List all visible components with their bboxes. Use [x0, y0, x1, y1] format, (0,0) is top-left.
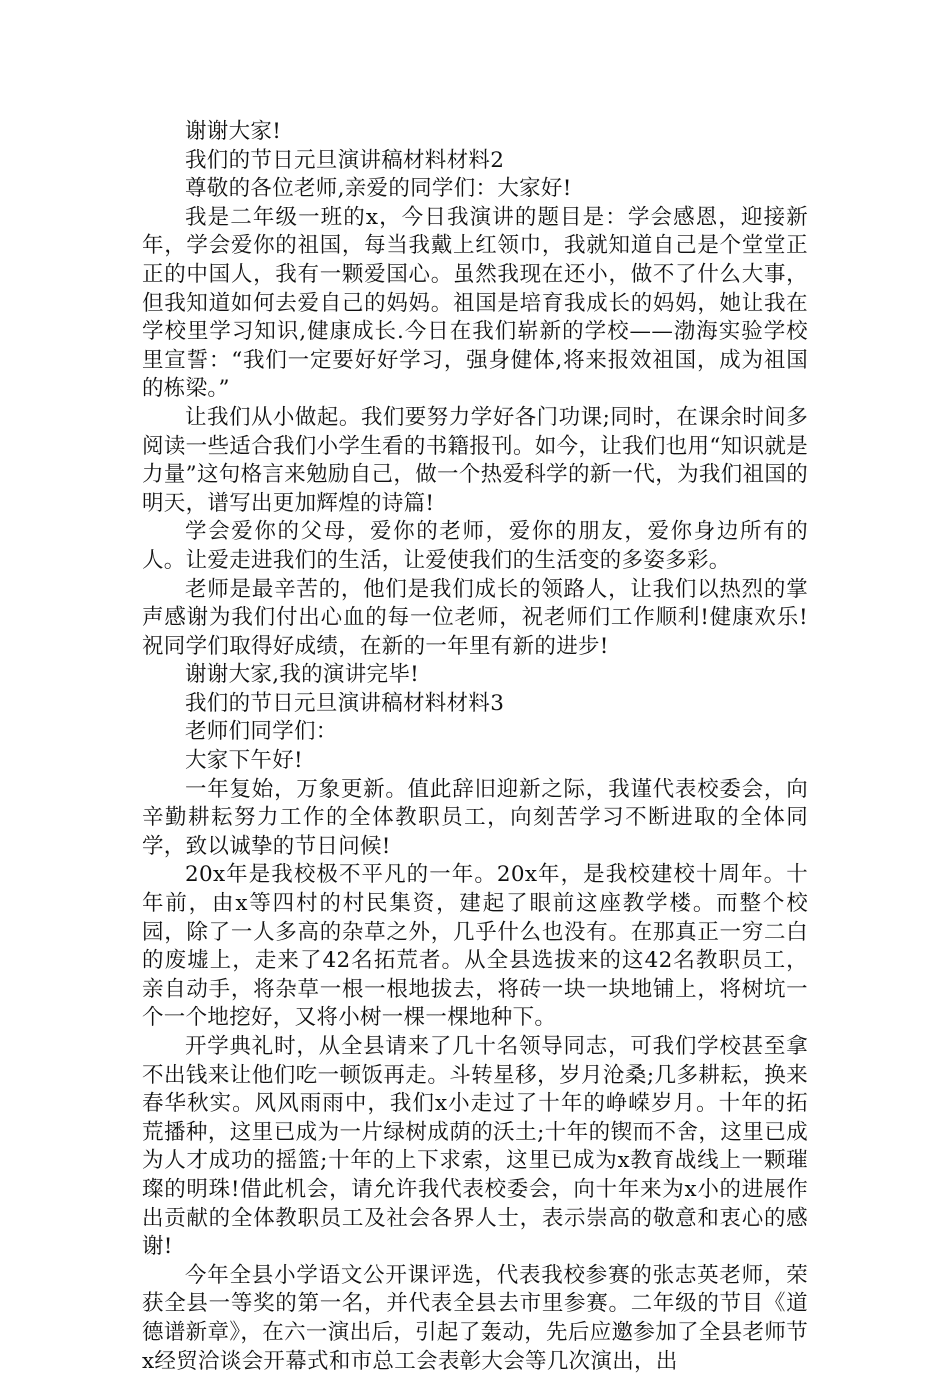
salutation-paragraph: 老师们同学们：: [185, 719, 338, 745]
body-paragraph: 老师是最辛苦的，他们是我们成长的领路人，让我们以热烈的掌声感谢为我们付出心血的每一位老师，祝老师们工作顺利!健康欢乐!祝同学们取得好成绩，在新的一年里有新的进步!: [142, 576, 808, 659]
body-paragraph: 让我们从小做起。我们要努力学好各门功课;同时，在课余时间多阅读一些适合我们小学生看的书籍报刊。如今，让我们也用“知识就是力量”这句格言来勉励自己，做一个热爱科学的新一代，为我们祖国的明天，谱写出更加辉煌的诗篇!: [142, 404, 808, 516]
document-page: [142, 118, 808, 1376]
body-paragraph: 20x年是我校极不平凡的一年。20x年，是我校建校十周年。十年前，由x等四村的村民集资，建起了眼前这座教学楼。而整个校园，除了一人多高的杂草之外，几乎什么也没有。在那真正一穷二白的废墟上，走来了42名拓荒者。从全县选拔来的这42名教职员工，亲自动手，将杂草一根一根地拔去，将砖一块一块地铺上，将树坑一个一个地挖好，又将小树一棵一棵地种下。: [142, 862, 808, 1031]
greeting-paragraph: 尊敬的各位老师,亲爱的同学们：大家好!: [185, 176, 572, 202]
paragraph-thanks: 谢谢大家!: [185, 119, 282, 144]
body-paragraph: 我是二年级一班的x，今日我演讲的题目是：学会感恩，迎接新年，学会爱你的祖国，每当我戴上红领巾，我就知道自己是个堂堂正正的中国人，我有一颗爱国心。虽然我现在还小，做不了什么大事，但我知道如何去爱自己的妈妈。祖国是培育我成长的妈妈，她让我在学校里学习知识,健康成长.今日在我们崭新的学校——渤海实验学校里宣誓：“我们一定要好好学习，强身健体,将来报效祖国，成为祖国的栋梁。”: [142, 204, 808, 402]
body-paragraph: 开学典礼时，从全县请来了几十名领导同志，可我们学校甚至拿不出钱来让他们吃一顿饭再走。斗转星移，岁月沧桑;几多耕耘，换来春华秋实。风风雨雨中，我们x小走过了十年的峥嵘岁月。十年的拓荒播种，这里已成为一片绿树成荫的沃土;十年的锲而不舍，这里已成为人才成功的摇篮;十年的上下求索，这里已成为x教育战线上一颗璀璨的明珠!借此机会，请允许我代表校委会，向十年来为x小的进展作出贡献的全体教职员工及社会各界人士，表示崇高的敬意和衷心的感谢!: [142, 1034, 808, 1260]
greeting-paragraph: 大家下午好!: [185, 748, 303, 774]
body-paragraph: 一年复始，万象更新。值此辞旧迎新之际，我谨代表校委会，向辛勤耕耘努力工作的全体教职员工，向刻苦学习不断进取的全体同学，致以诚挚的节日问候!: [142, 776, 808, 859]
body-paragraph: 今年全县小学语文公开课评选，代表我校参赛的张志英老师，荣获全县一等奖的第一名，并代表全县去市里参赛。二年级的节目《道德谱新章》，在六一演出后，引起了轰动，先后应邀参加了全县老师节x经贸洽谈会开幕式和市总工会表彰大会等几次演出，出: [142, 1262, 808, 1374]
section-title-2: 我们的节日元旦演讲稿材料材料2: [185, 147, 505, 173]
closing-paragraph: 谢谢大家,我的演讲完毕!: [185, 662, 420, 688]
section-title-3: 我们的节日元旦演讲稿材料材料3: [185, 690, 505, 716]
body-paragraph: 学会爱你的父母，爱你的老师，爱你的朋友，爱你身边所有的人。让爱走进我们的生活，让爱使我们的生活变的多姿多彩。: [142, 519, 808, 573]
